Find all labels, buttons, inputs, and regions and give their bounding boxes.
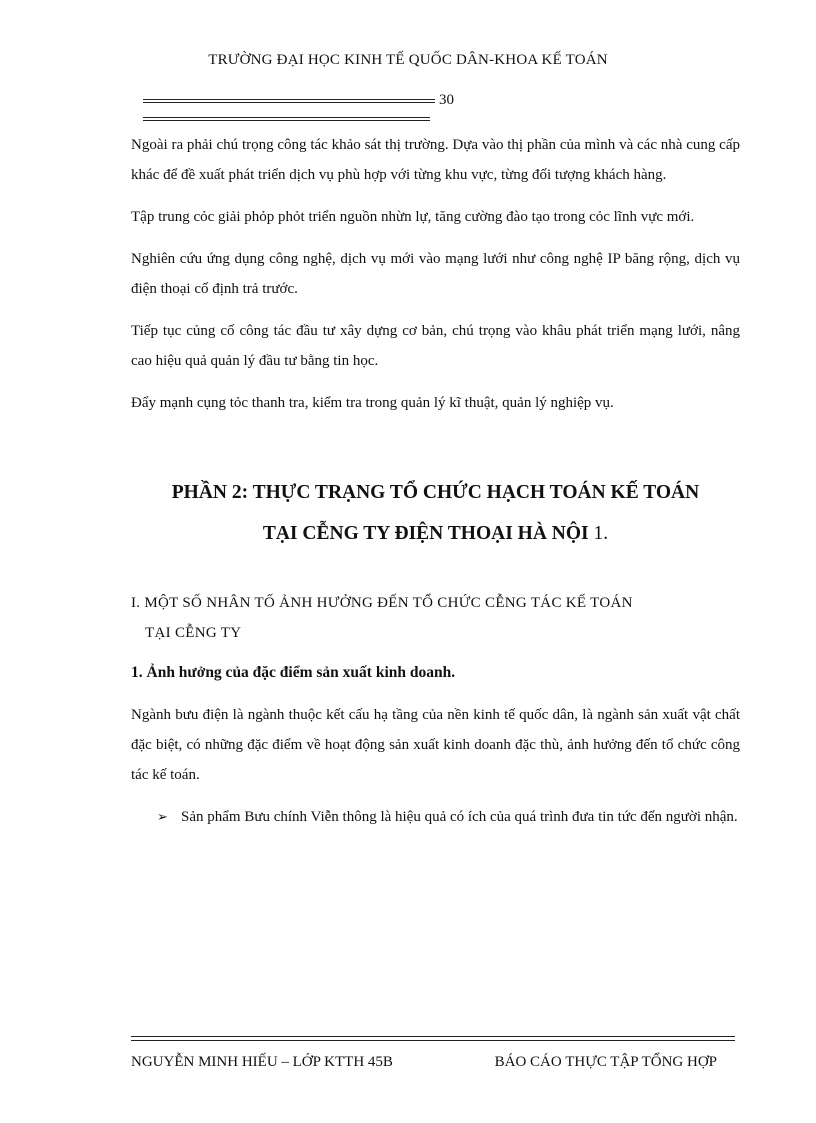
footer-rule [131,1036,735,1041]
header-rule-bottom [143,117,430,121]
paragraph: Tiếp tục củng cố công tác đầu tư xây dựng cơ bản, chú trọng vào khâu phát triển mạng lưới, nâng cao hiệu quả quản lý đầu tư bằng tin học. [131,323,740,369]
part-heading-line1: PHẦN 2: THỰC TRẠNG TỔ CHỨC HẠCH TOÁN KẾ TOÁN [171,482,700,503]
paragraph: Ngoài ra phải chú trọng công tác khảo sát thị trường. Dựa vào thị phần của mình và các nhà cung cấp khác để đề xuất phát triển dịch vụ phù hợp với từng khu vực, từng đối tượng khách hàng. [131,137,740,183]
bullet-text: Sản phẩm Bưu chính Viễn thông là hiệu quả có ích của quá trình đưa tin tức đến người nhận. [181,809,738,825]
page-number: 30 [439,92,454,108]
page-header-title: TRƯỜNG ĐẠI HỌC KINH TẾ QUỐC DÂN-KHOA KẾ TOÁN [208,52,608,68]
paragraph: Tập trung cỏc giải phỏp phỏt triển nguồn nhừn lự, tăng cường đào tạo trong cỏc lĩnh vực mới. [131,209,695,225]
part-heading-line2: TẠI CỄNG TY ĐIỆN THOẠI HÀ NỘI [262,523,589,544]
paragraph: Nghiên cứu ứng dụng công nghệ, dịch vụ mới vào mạng lưới như công nghệ IP băng rộng, dịch vụ điện thoại cố định trả trước. [131,251,740,297]
paragraph: Đẩy mạnh cụng tỏc thanh tra, kiểm tra trong quản lý kĩ thuật, quản lý nghiệp vụ. [131,395,614,411]
subheading: 1. Ảnh hưởng của đặc điểm sản xuất kinh doanh. [131,664,456,681]
part-heading-line2-wrap [131,513,740,554]
header-rule-top [143,99,435,103]
arrow-bullet-icon: ➢ [157,809,168,824]
section-heading-line2: TẠI CỄNG TY [145,625,242,641]
paragraph: Ngành bưu điện là ngành thuộc kết cấu hạ tầng của nền kinh tế quốc dân, là ngành sản xuất vật chất đặc biệt, có những đặc điểm về hoạt động sản xuất kinh doanh đặc thù, ảnh hưởng đến tổ chức công tác kế toán. [131,707,740,783]
bullet-item [157,802,740,832]
part-heading-line2-suffix: 1. [593,523,609,544]
footer-report-title: BÁO CÁO THỰC TẬP TỔNG HỢP [494,1054,717,1070]
page-footer [131,1054,735,1071]
part-heading [131,472,740,554]
document-body [131,130,740,832]
footer-author: NGUYỄN MINH HIẾU – LỚP KTTH 45B [131,1054,393,1070]
section-heading-line1: I. MỘT SỐ NHÂN TỐ ẢNH HƯỞNG ĐẾN TỔ CHỨC CỄNG TÁC KẾ TOÁN [131,595,633,611]
page-number-line [143,92,483,122]
section-heading [131,588,740,648]
